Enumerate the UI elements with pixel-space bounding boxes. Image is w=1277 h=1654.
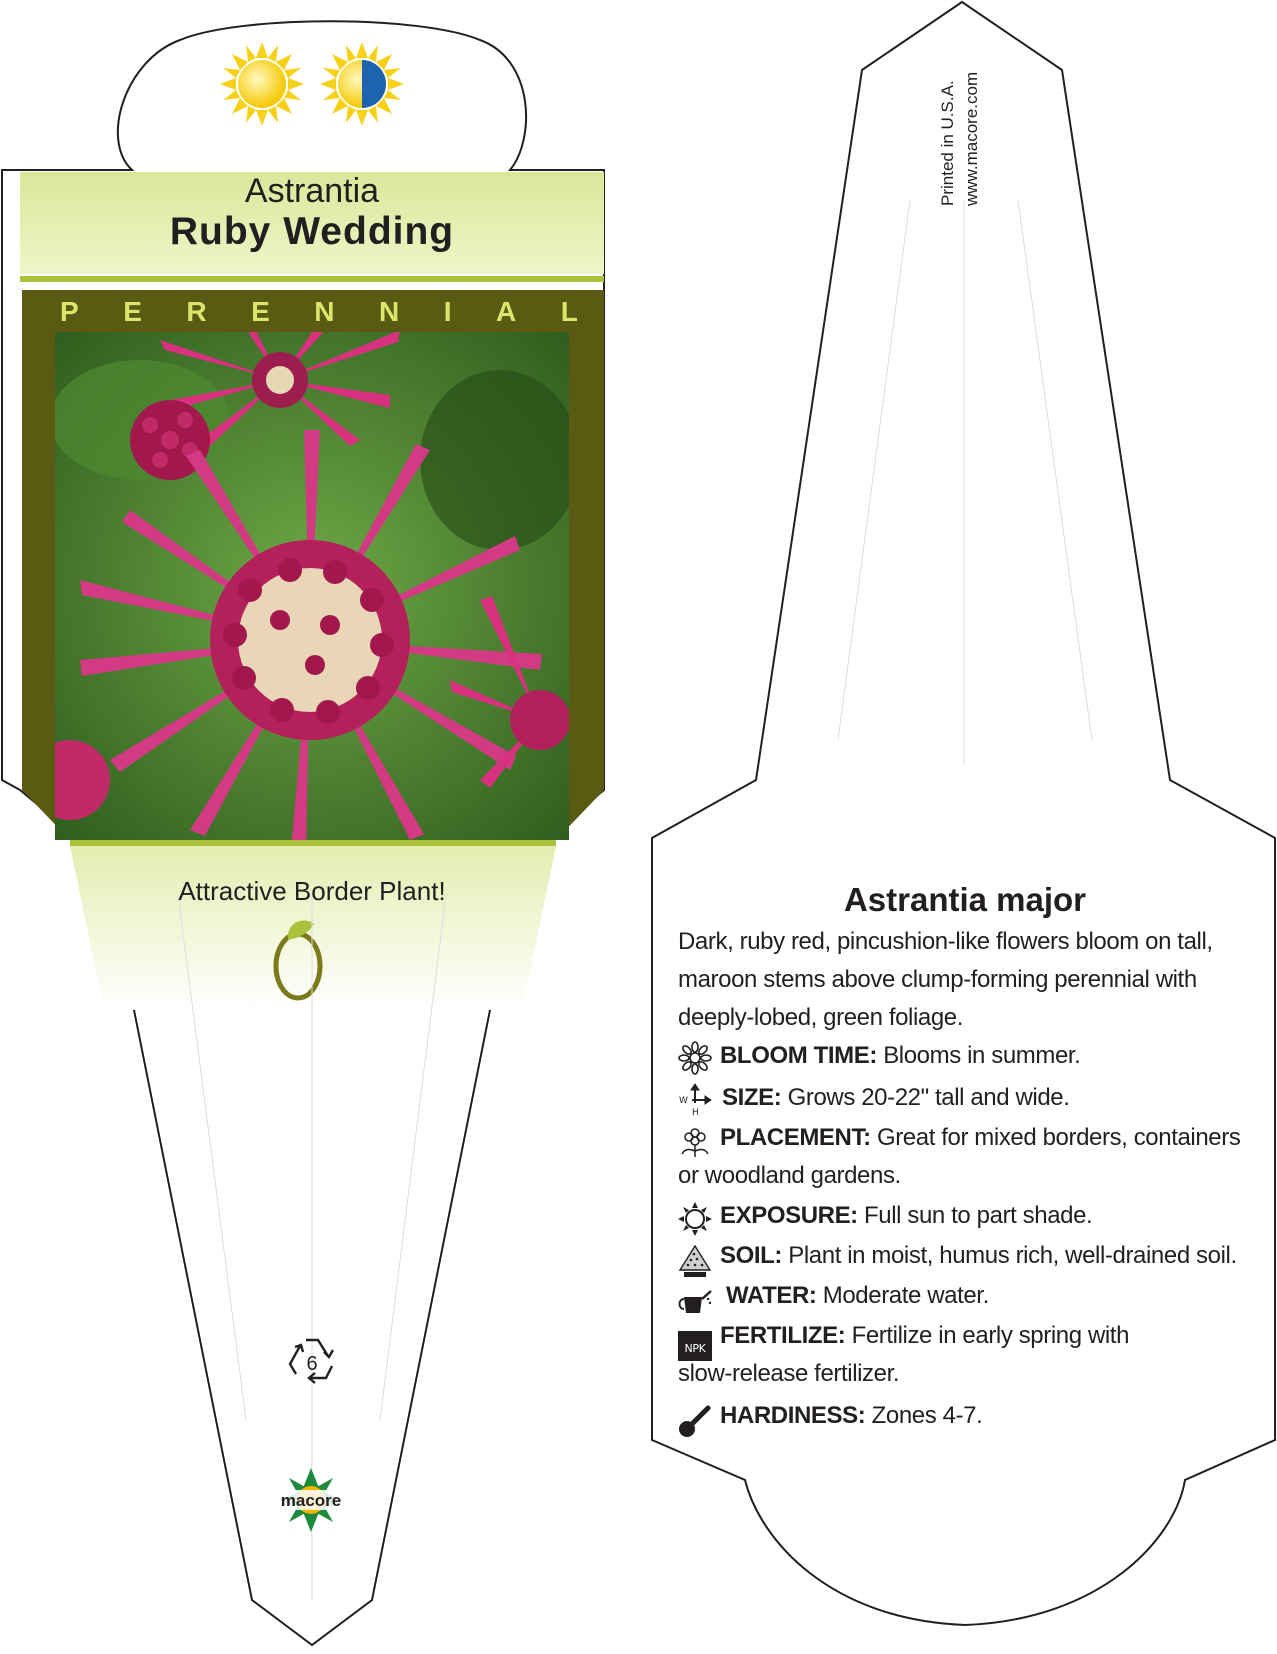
species-title: Astrantia major (843, 881, 1087, 918)
description-line: Dark, ruby red, pincushion-like flowers bloom on tall, (678, 928, 1213, 955)
placement-label: PLACEMENT: (720, 1124, 871, 1151)
size-line (722, 1078, 1069, 1118)
size-label: SIZE: (722, 1084, 782, 1111)
fertilize-cont: slow-release fertilizer. (678, 1360, 900, 1387)
placement-icon (678, 1124, 712, 1158)
flower-icon (678, 1041, 712, 1075)
printed-note: Printed in U.S.A. (938, 80, 957, 206)
part-shade-icon (320, 42, 404, 126)
size-text: Grows 20-22" tall and wide. (781, 1084, 1070, 1111)
category-letter: N (314, 296, 335, 327)
hardiness-text: Zones 4-7. (865, 1402, 983, 1429)
bloom-time-label: BLOOM TIME: (720, 1042, 877, 1069)
water-line (726, 1276, 989, 1316)
bloom-time-line (720, 1036, 1080, 1076)
exposure-label: EXPOSURE: (720, 1202, 858, 1229)
soil-label: SOIL: (720, 1242, 782, 1269)
fertilize-line (720, 1316, 1129, 1356)
water-label: WATER: (726, 1282, 817, 1309)
size-icon-w: W (679, 1096, 688, 1106)
thermometer-icon (678, 1404, 712, 1438)
placement-line (720, 1118, 1240, 1158)
exposure-text: Full sun to part shade. (857, 1202, 1093, 1229)
watering-can-icon (678, 1285, 712, 1319)
soil-icon (678, 1244, 712, 1278)
recycle-code: 6 (306, 1353, 318, 1375)
exposure-line (720, 1196, 1092, 1236)
placement-text: Great for mixed borders, containers (870, 1124, 1241, 1151)
npk-icon-text: NPK (684, 1342, 706, 1355)
category-letter: A (496, 296, 517, 327)
hardiness-line (720, 1396, 982, 1436)
sun-icon (678, 1202, 712, 1236)
category-letter: P (60, 296, 79, 327)
category-label (22, 296, 604, 332)
fertilize-text: Fertilize in early spring with (845, 1322, 1130, 1349)
description-line: deeply-lobed, green foliage. (678, 1004, 964, 1031)
category-letter: R (186, 296, 207, 327)
soil-text: Plant in moist, humus rich, well-drained soil. (782, 1242, 1237, 1269)
fertilize-label: FERTILIZE: (720, 1322, 846, 1349)
water-text: Moderate water. (816, 1282, 989, 1309)
brand-logo-text: macore (280, 1491, 342, 1510)
genus-title: Astrantia (244, 172, 380, 210)
hardiness-label: HARDINESS: (720, 1402, 866, 1429)
size-icon (678, 1083, 712, 1117)
category-letter: E (251, 296, 270, 327)
website: www.macore.com (962, 71, 981, 206)
tagline: Attractive Border Plant! (178, 876, 446, 906)
description-line: maroon stems above clump-forming perennial with (678, 966, 1197, 993)
plant-photo (30, 318, 580, 860)
bloom-time-text: Blooms in summer. (876, 1042, 1081, 1069)
size-icon-h: H (692, 1108, 699, 1117)
category-letter: E (123, 296, 142, 327)
soil-line (720, 1236, 1237, 1276)
category-letter: N (379, 296, 400, 327)
full-sun-icon (220, 42, 304, 126)
placement-cont: or woodland gardens. (678, 1162, 901, 1189)
category-letter: L (560, 296, 578, 327)
category-letter: I (443, 296, 452, 327)
cultivar-title: Ruby Wedding (169, 210, 455, 253)
